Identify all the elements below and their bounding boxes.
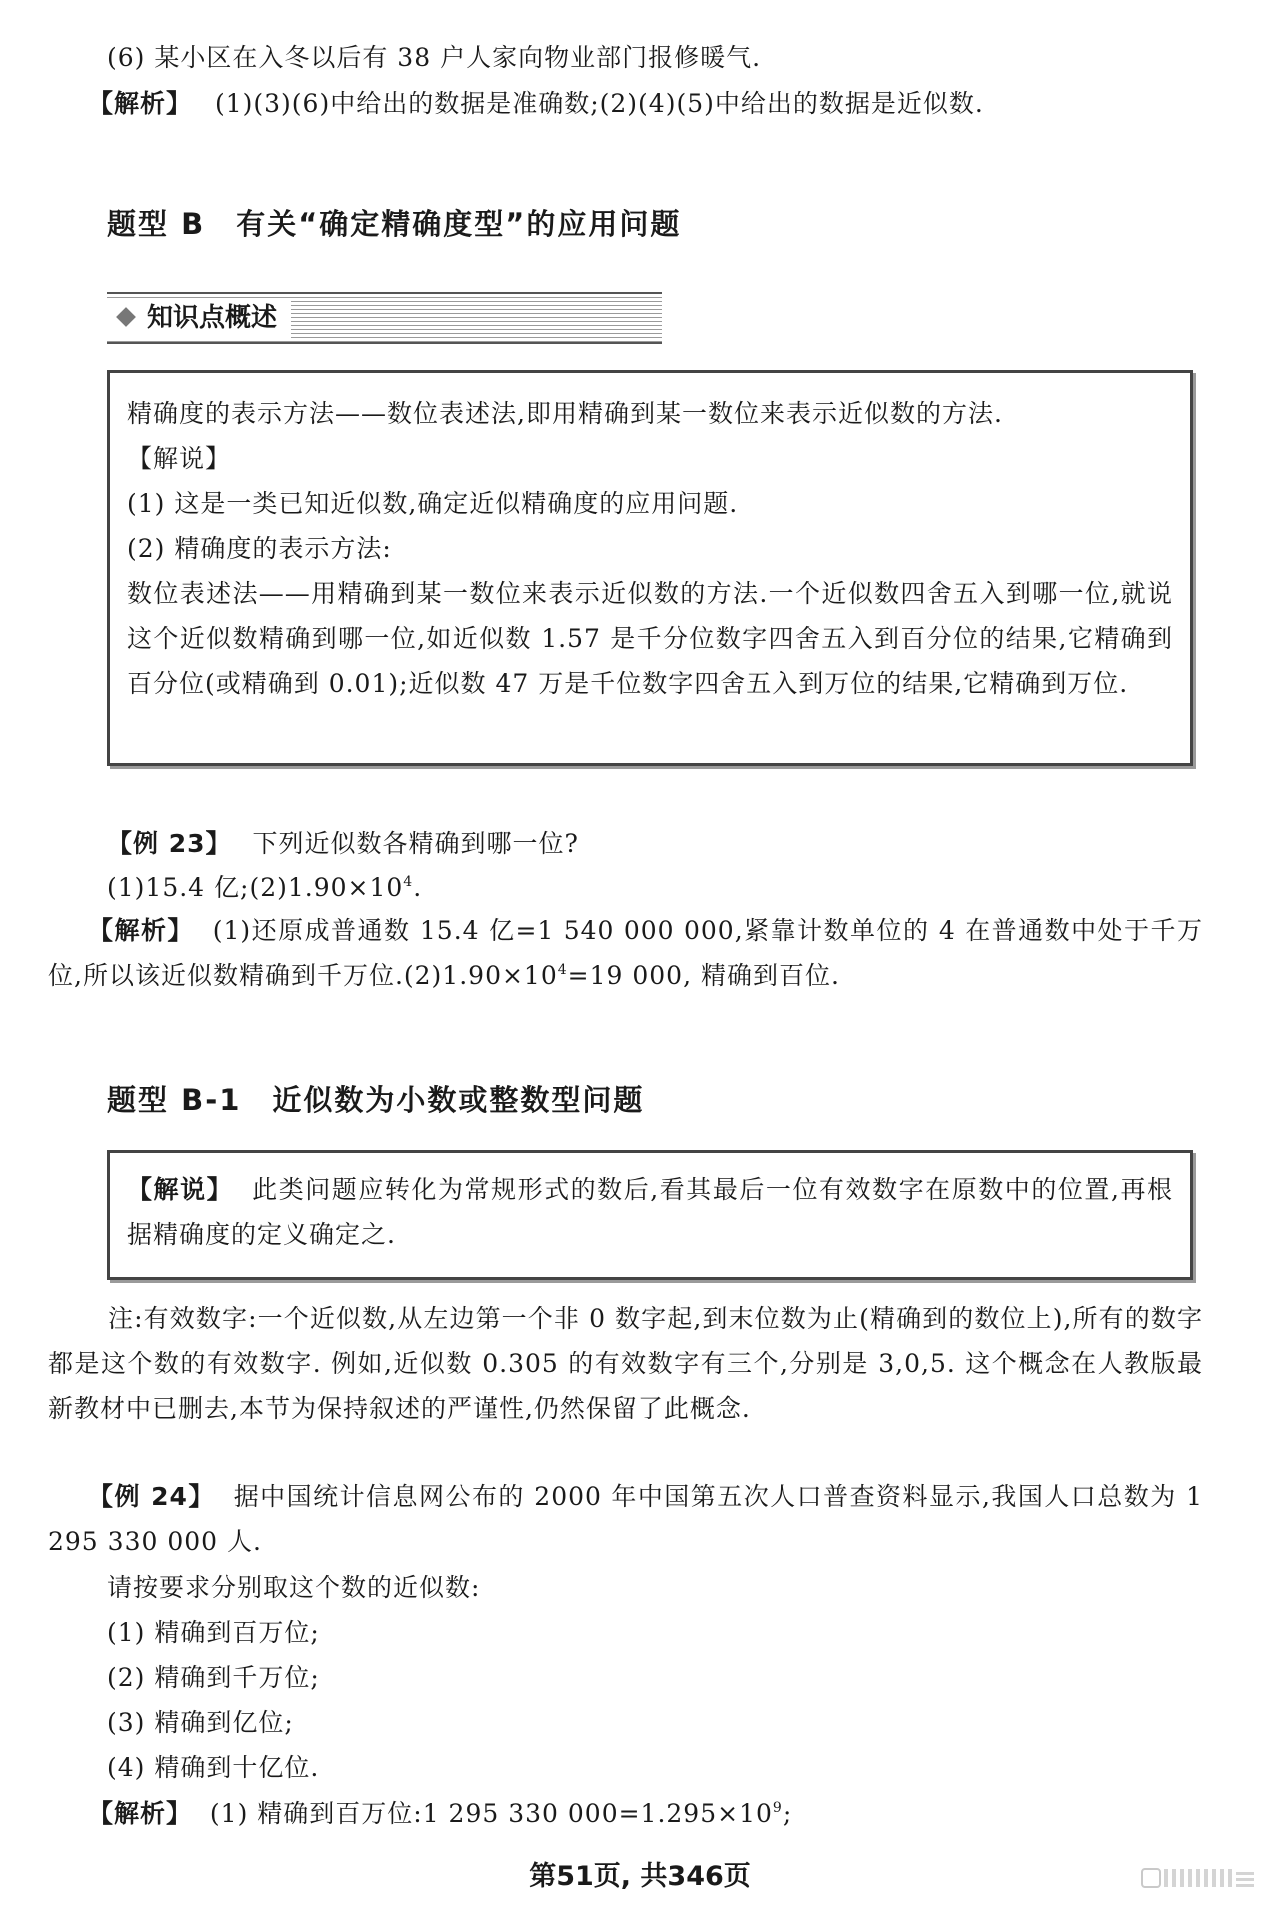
analysis-text: (1)(3)(6)中给出的数据是准确数;(2)(4)(5)中给出的数据是近似数. xyxy=(214,89,984,118)
example-24-tag: 【例 24】 xyxy=(88,1482,215,1511)
note-paragraph: 注:有效数字:一个近似数,从左边第一个非 0 数字起,到末位数为止(精确到的数位上),所有的数字都是这个数的有效数字. 例如,近似数 0.305 的有效数字有三个,分别是 3,0,5. 这个概念在人教版最新教材中已删去,本节为保持叙述的严谨性,仍然保留了此概念. xyxy=(48,1304,1203,1423)
knowledge-banner xyxy=(107,292,662,344)
example-24-analysis-tag: 【解析】 xyxy=(88,1799,193,1828)
example-23-items xyxy=(107,870,422,906)
example-23-analysis-a: (1)还原成普通数 15.4 亿=1 540 000 000,紧靠计数单位的 4 在普通数中处于千万位,所以该近似数精确到千万位.(2)1.90×10 xyxy=(48,916,1203,990)
example-23-items-exp: 4 xyxy=(403,874,414,890)
section-b-title: 题型 B 有关“确定精确度型”的应用问题 xyxy=(107,207,682,241)
page-indicator: 第51页, 共346页 xyxy=(529,1861,751,1892)
explain-box xyxy=(107,1150,1193,1280)
example-23-question xyxy=(107,826,579,862)
explain-box-text xyxy=(127,1167,1173,1257)
example-23-analysis-exp: 4 xyxy=(557,962,568,978)
example-23-text: 下列近似数各精确到哪一位? xyxy=(252,829,579,858)
example-24-text: 据中国统计信息网公布的 2000 年中国第五次人口普查资料显示,我国人口总数为 1 295 330 000 人. xyxy=(48,1482,1203,1556)
watermark-logo-icon xyxy=(1140,1866,1260,1890)
diamond-icon xyxy=(116,307,136,327)
example-24-analysis-b: ; xyxy=(782,1799,793,1828)
example-24-item-2: (2) 精确到千万位; xyxy=(107,1663,320,1692)
example-24-paragraph xyxy=(48,1474,1203,1564)
explain-box-body: 此类问题应转化为常规形式的数后,看其最后一位有效数字在原数中的位置,再根据精确度的定义确定之. xyxy=(127,1175,1173,1249)
example-24-item-4: (4) 精确到十亿位. xyxy=(107,1753,320,1782)
section-b1-title: 题型 B-1 近似数为小数或整数型问题 xyxy=(107,1083,645,1117)
analysis-line xyxy=(88,86,984,122)
example-24-item-1: (1) 精确到百万位; xyxy=(107,1618,320,1647)
box-line-3: (1) 这是一类已知近似数,确定近似精确度的应用问题. xyxy=(127,489,739,518)
knowledge-box xyxy=(107,370,1193,766)
knowledge-label-wrap xyxy=(107,298,291,338)
box-paragraph: 数位表述法——用精确到某一数位来表示近似数的方法.一个近似数四舍五入到哪一位,就说这个近似数精确到哪一位,如近似数 1.57 是千分位数字四舍五入到百分位的结果,它精确到百分位(或精确到 0.01);近似数 47 万是千位数字四舍五入到万位的结果,它精确到万位. xyxy=(127,579,1173,698)
example-24-analysis-a: (1) 精确到百万位:1 295 330 000=1.295×10 xyxy=(209,1799,773,1828)
example-23-analysis-b: =19 000, 精确到百位. xyxy=(567,961,840,990)
item-6: (6) 某小区在入冬以后有 38 户人家向物业部门报修暖气. xyxy=(107,43,762,72)
box-line-4: (2) 精确度的表示方法: xyxy=(127,534,392,563)
analysis-tag: 【解析】 xyxy=(88,89,193,118)
example-23-items-b: . xyxy=(413,873,423,902)
example-24-analysis-exp: 9 xyxy=(772,1800,783,1816)
knowledge-label: 知识点概述 xyxy=(147,303,278,333)
explain-box-tag: 【解说】 xyxy=(127,1175,234,1204)
example-23-analysis-tag: 【解析】 xyxy=(88,916,194,945)
box-line-1: 精确度的表示方法——数位表述法,即用精确到某一数位来表示近似数的方法. xyxy=(127,399,1003,428)
example-23-analysis xyxy=(48,908,1203,998)
example-24-request: 请按要求分别取这个数的近似数: xyxy=(107,1573,481,1602)
knowledge-box-content xyxy=(127,391,1173,706)
example-23-items-a: (1)15.4 亿;(2)1.90×10 xyxy=(107,873,404,902)
explain-box-content xyxy=(127,1167,1173,1257)
example-23-tag: 【例 23】 xyxy=(107,829,232,858)
box-explain-tag: 【解说】 xyxy=(127,444,232,473)
example-24-item-3: (3) 精确到亿位; xyxy=(107,1708,294,1737)
example-24-analysis xyxy=(88,1796,792,1832)
